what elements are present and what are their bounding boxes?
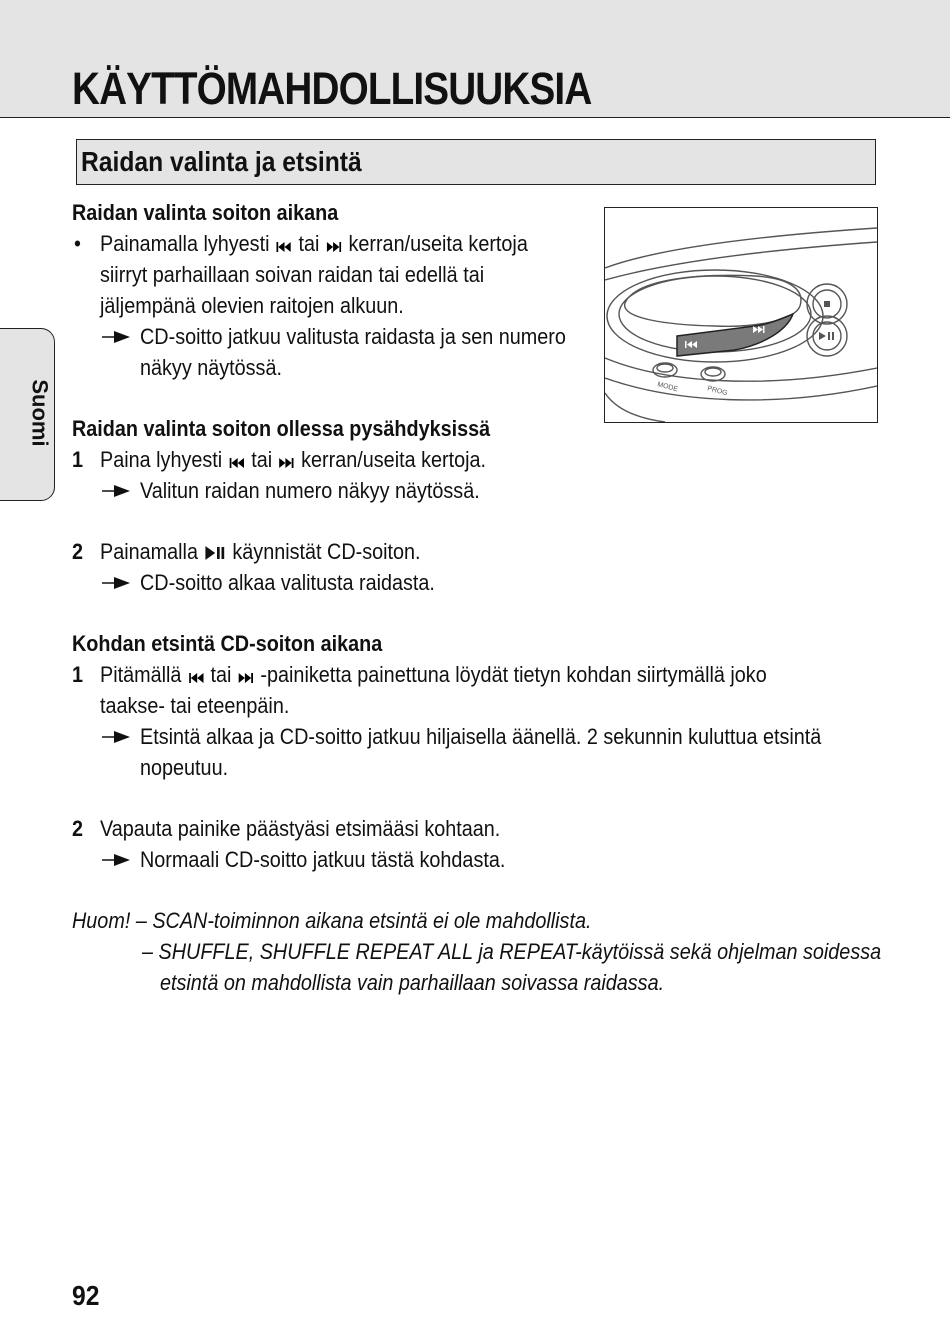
block1-bullet-line3: jäljempänä olevien raitojen alkuun. bbox=[100, 293, 404, 318]
language-tab-label-wrap bbox=[22, 348, 58, 478]
result-arrow-icon bbox=[102, 484, 132, 498]
block3-step1-line1 bbox=[100, 659, 767, 690]
block3-step1-b: tai bbox=[210, 662, 232, 687]
cd-player-drawing bbox=[605, 208, 877, 422]
track-skip-button-highlight bbox=[677, 314, 793, 356]
play-pause-icon bbox=[205, 546, 225, 560]
page-title: KÄYTTÖMAHDOLLISUUKSIA bbox=[72, 63, 592, 114]
block1-bullet-line2: siirryt parhaillaan soivan raidan tai edellä tai bbox=[100, 262, 485, 287]
block2-step1-b: tai bbox=[251, 447, 273, 472]
block3-step1-result-line1: Etsintä alkaa ja CD-soitto jatkuu hiljaisella äänellä. 2 sekunnin kuluttua etsintä bbox=[140, 724, 822, 749]
next-track-icon bbox=[327, 242, 341, 252]
previous-track-icon bbox=[189, 673, 203, 683]
block3-step1-a: Pitämällä bbox=[100, 662, 182, 687]
block2-step2-a: Painamalla bbox=[100, 539, 198, 564]
block2-step2-result: CD-soitto alkaa valitusta raidasta. bbox=[140, 570, 435, 595]
block2-heading: Raidan valinta soiton ollessa pysähdyksissä bbox=[72, 416, 491, 441]
block3-step1-result-line2: nopeutuu. bbox=[140, 755, 229, 780]
next-track-icon bbox=[239, 673, 253, 683]
block3-step2-result: Normaali CD-soitto jatkuu tästä kohdasta. bbox=[140, 847, 506, 872]
bullet-point: • bbox=[74, 231, 81, 256]
block3-step2-text: Vapauta painike päästyäsi etsimääsi kohtaan. bbox=[100, 816, 501, 841]
page-number: 92 bbox=[72, 1280, 100, 1311]
section-title: Raidan valinta ja etsintä bbox=[81, 146, 362, 177]
note-line1: Huom! – SCAN-toiminnon aikana etsintä ei ole mahdollista. bbox=[72, 908, 592, 933]
block1-bullet-line1 bbox=[100, 228, 528, 259]
section-heading-box bbox=[76, 139, 876, 185]
block2-step2-number: 2 bbox=[72, 539, 84, 564]
block3-step1-line2: taakse- tai eteenpäin. bbox=[100, 693, 290, 718]
note-line3: etsintä on mahdollista vain parhaillaan soivassa raidassa. bbox=[160, 970, 665, 995]
result-arrow-icon bbox=[102, 330, 132, 344]
block2-step1-line bbox=[100, 444, 486, 475]
previous-track-icon bbox=[229, 458, 243, 468]
block1-result-line2: näkyy näytössä. bbox=[140, 355, 282, 380]
result-arrow-icon bbox=[102, 853, 132, 867]
block1-bullet-l1a: Painamalla lyhyesti bbox=[100, 231, 270, 256]
player-illustration bbox=[604, 207, 878, 423]
result-arrow-icon bbox=[102, 730, 132, 744]
note-line2: – SHUFFLE, SHUFFLE REPEAT ALL ja REPEAT-käytöissä sekä ohjelman soidessa bbox=[142, 939, 882, 964]
block1-heading: Raidan valinta soiton aikana bbox=[72, 200, 339, 225]
block3-step1-number: 1 bbox=[72, 662, 84, 687]
block2-step1-c: kerran/useita kertoja. bbox=[301, 447, 487, 472]
result-arrow-icon bbox=[102, 576, 132, 590]
mode-button-label: MODE bbox=[656, 381, 679, 394]
language-tab-label: Suomi bbox=[28, 379, 54, 447]
block2-step2-line bbox=[100, 536, 421, 567]
block3-step1-c: -painiketta painettuna löydät tietyn kohdan siirtymällä joko bbox=[260, 662, 767, 687]
previous-track-icon bbox=[277, 242, 291, 252]
prog-button-label: PROG bbox=[706, 385, 729, 398]
block3-heading: Kohdan etsintä CD-soiton aikana bbox=[72, 631, 383, 656]
block2-step1-number: 1 bbox=[72, 447, 84, 472]
block2-step2-b: käynnistät CD-soiton. bbox=[232, 539, 421, 564]
block1-bullet-l1b: tai bbox=[298, 231, 320, 256]
next-track-icon bbox=[279, 458, 293, 468]
block3-step2-number: 2 bbox=[72, 816, 84, 841]
block1-result-line1: CD-soitto jatkuu valitusta raidasta ja sen numero bbox=[140, 324, 566, 349]
block1-bullet-l1c: kerran/useita kertoja bbox=[348, 231, 528, 256]
block2-step1-a: Paina lyhyesti bbox=[100, 447, 223, 472]
block2-step1-result: Valitun raidan numero näkyy näytössä. bbox=[140, 478, 480, 503]
